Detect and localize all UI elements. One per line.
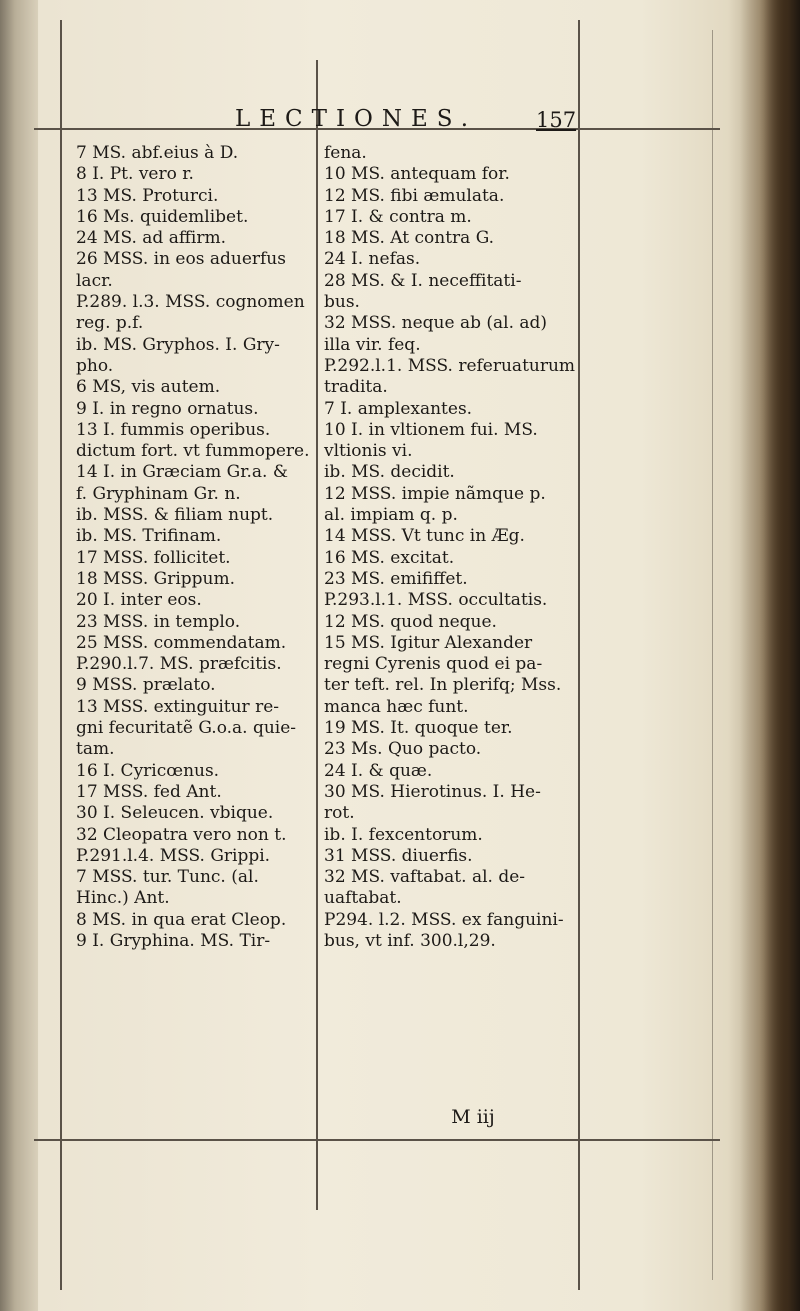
text-line: 8 I. Pt. vero r.: [76, 164, 194, 185]
text-line: 13 MSS. extinguitur re-: [76, 696, 280, 717]
text-line: P.289. l.3. MSS. cognomen: [76, 292, 305, 313]
text-line: 9 I. in regno ornatus.: [76, 398, 259, 419]
text-line: bus, vt inf. 300.l,29.: [324, 930, 496, 951]
text-line: dictum fort. vt fummopere.: [76, 441, 310, 462]
text-line: manca hæc funt.: [324, 696, 469, 717]
text-line: 17 MSS. follicitet.: [76, 547, 231, 568]
text-line: 16 MS. excitat.: [324, 547, 455, 568]
text-line: ib. MS. Gryphos. I. Gry-: [76, 334, 280, 355]
text-line: 17 MSS. fed Ant.: [76, 781, 222, 802]
text-line: 10 MS. antequam for.: [324, 164, 510, 185]
text-line: 23 Ms. Quo pacto.: [324, 739, 482, 760]
text-line: 7 I. amplexantes.: [324, 398, 473, 419]
text-line: reg. p.f.: [76, 313, 144, 334]
text-line: vltionis vi.: [324, 441, 413, 462]
text-line: ter teft. rel. In plerifq; Mss.: [324, 675, 562, 696]
text-line: illa vir. feq.: [324, 334, 421, 355]
text-line: 32 Cleopatra vero non t.: [76, 824, 287, 845]
text-line: gni fecuritatẽ G.o.a. quie-: [76, 718, 297, 739]
text-line: 7 MS. abf.eius à D.: [76, 143, 239, 163]
right-frame-rule: [578, 20, 580, 1290]
text-line: 13 MS. Proturci.: [76, 185, 219, 206]
text-line: tradita.: [324, 377, 388, 398]
text-line: 24 MS. ad affirm.: [76, 228, 227, 249]
book-spine-edge: [740, 0, 800, 1311]
text-line: 24 I. & quæ.: [324, 760, 433, 781]
text-line: P.290.l.7. MS. præfcitis.: [76, 654, 282, 675]
text-line: 14 MSS. Vt tunc in Æg.: [324, 526, 525, 547]
text-line: rot.: [324, 803, 355, 824]
bottom-rule: [34, 1139, 720, 1141]
page-number: 157: [536, 108, 577, 132]
text-line: bus.: [324, 292, 360, 313]
text-line: P.292.l.1. MSS. referuaturum: [324, 355, 576, 376]
text-line: 30 I. Seleucen. vbique.: [76, 803, 274, 824]
text-line: 32 MS. vaftabat. al. de-: [324, 867, 526, 888]
text-line: P294. l.2. MSS. ex fanguini-: [324, 909, 564, 930]
text-line: 12 MS. fibi æmulata.: [324, 185, 505, 206]
page-gutter-shadow: [0, 0, 38, 1311]
text-line: 19 MS. It. quoque ter.: [324, 718, 513, 739]
text-line: al. impiam q. p.: [324, 505, 458, 526]
text-line: regni Cyrenis quod ei pa-: [324, 654, 543, 675]
text-line: 32 MSS. neque ab (al. ad): [324, 313, 548, 334]
text-line: 7 MSS. tur. Tunc. (al.: [76, 867, 259, 888]
text-line: ib. MS. decidit.: [324, 462, 455, 483]
text-line: P.291.l.4. MSS. Grippi.: [76, 845, 271, 866]
text-line: 25 MSS. commendatam.: [76, 632, 287, 653]
text-line: ib. I. fexcentorum.: [324, 824, 483, 845]
left-frame-rule: [60, 20, 62, 1290]
text-line: 12 MS. quod neque.: [324, 611, 497, 632]
text-line: 15 MS. Igitur Alexander: [324, 632, 533, 653]
text-line: uaftabat.: [324, 888, 402, 909]
left-column: [76, 143, 314, 952]
outer-right-rule: [712, 30, 713, 1280]
text-line: lacr.: [76, 270, 113, 291]
text-line: 10 I. in vltionem fui. MS.: [324, 419, 538, 440]
text-line: pho.: [76, 355, 114, 376]
text-line: tam.: [76, 739, 115, 760]
text-line: P.293.l.1. MSS. occultatis.: [324, 590, 548, 611]
text-line: ib. MSS. & filiam nupt.: [76, 505, 274, 526]
text-line: 12 MSS. impie nãmque p.: [324, 483, 546, 504]
text-line: Hinc.) Ant.: [76, 888, 170, 909]
text-line: 28 MS. & I. neceffitati-: [324, 270, 522, 291]
text-line: 30 MS. Hierotinus. I. He-: [324, 781, 541, 802]
right-column: [324, 143, 574, 952]
text-line: 13 I. fummis operibus.: [76, 419, 271, 440]
text-line: 24 I. nefas.: [324, 249, 421, 270]
text-line: 18 MSS. Grippum.: [76, 568, 236, 589]
text-line: 17 I. & contra m.: [324, 206, 472, 227]
text-line: 31 MSS. diuerfis.: [324, 845, 473, 866]
text-line: 14 I. in Græciam Gr.a. &: [76, 462, 288, 483]
running-head: LECTIONES.: [234, 106, 478, 132]
text-line: 23 MS. emififfet.: [324, 568, 468, 589]
text-line: 20 I. inter eos.: [76, 590, 202, 611]
text-line: ib. MS. Trifinam.: [76, 526, 222, 547]
text-line: f. Gryphinam Gr. n.: [76, 483, 241, 504]
center-column-rule: [316, 60, 318, 1210]
text-line: 18 MS. At contra G.: [324, 228, 495, 249]
text-line: 16 I. Cyricœnus.: [76, 760, 220, 781]
text-line: 9 I. Gryphina. MS. Tir-: [76, 930, 271, 951]
text-line: 9 MSS. prælato.: [76, 675, 216, 696]
text-line: fena.: [324, 143, 367, 163]
text-line: 23 MSS. in templo.: [76, 611, 241, 632]
text-line: 8 MS. in qua erat Cleop.: [76, 909, 287, 930]
text-line: 16 Ms. quidemlibet.: [76, 206, 249, 227]
text-line: 26 MSS. in eos aduerfus: [76, 249, 286, 270]
text-line: 6 MS, vis autem.: [76, 377, 221, 398]
signature-mark: M iij: [451, 1106, 495, 1128]
